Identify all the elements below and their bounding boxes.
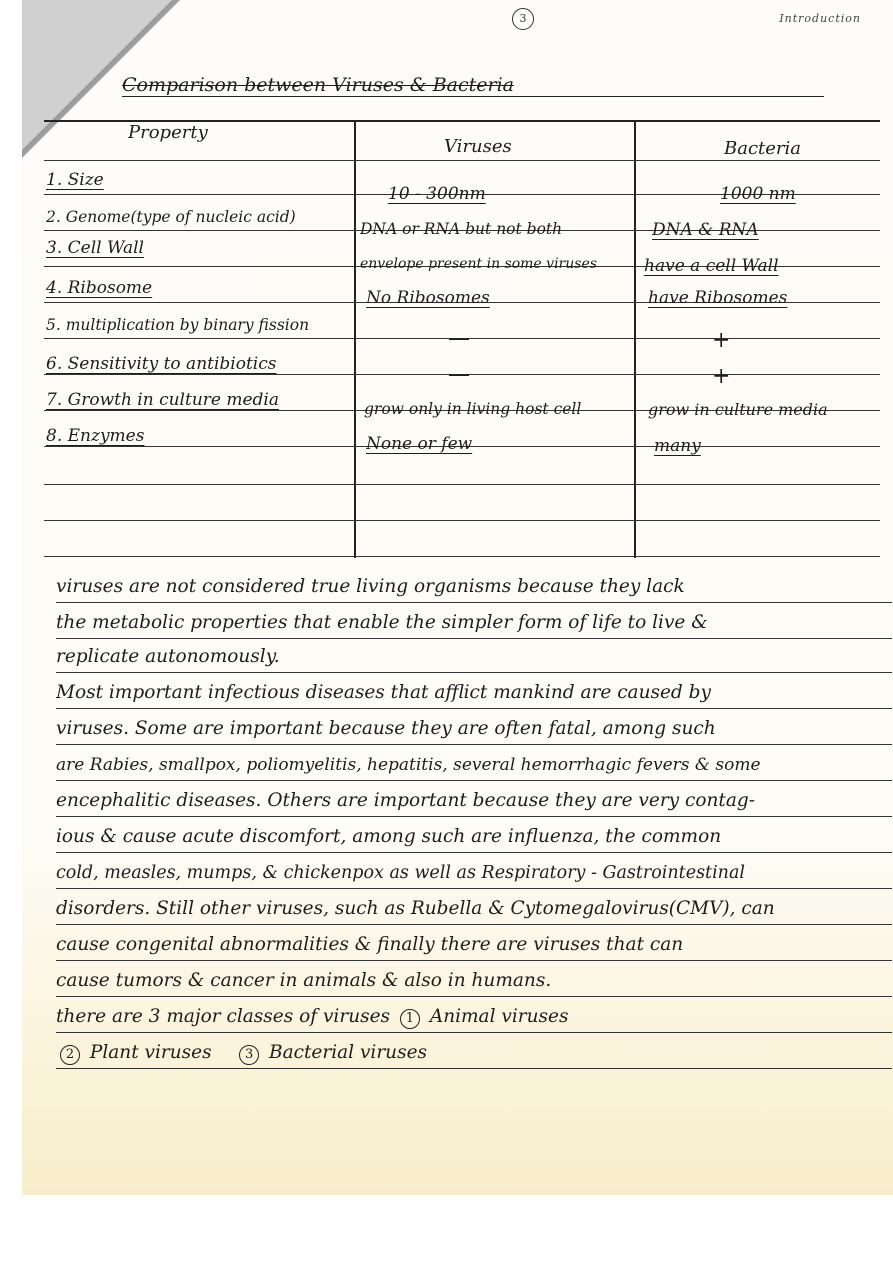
cell-bacteria: + [712,364,731,389]
cell-property: 1. Size [46,170,104,190]
class-name: Plant viruses [89,1042,212,1063]
row-line [44,484,880,485]
comparison-table [44,120,880,558]
column-divider [634,122,636,558]
number-2-circle: 2 [60,1045,80,1065]
page-number: 3 [512,8,534,30]
class-name: Animal viruses [429,1006,569,1027]
body-line: ious & cause acute discomfort, among such are influenza, the common [56,825,892,853]
cell-viruses: DNA or RNA but not both [360,220,563,238]
body-line: disorders. Still other viruses, such as Rubella & Cytomegalovirus(CMV), can [56,897,892,925]
cell-viruses: None or few [366,434,473,454]
body-line: the metabolic properties that enable the simpler form of life to live & [56,611,892,639]
body-line: cold, measles, mumps, & chickenpox as well as Respiratory - Gastrointestinal [56,861,892,889]
cell-viruses: envelope present in some viruses [360,256,597,272]
body-line: encephalitic diseases. Others are important because they are very contag- [56,789,892,817]
row-line [44,160,880,161]
cell-viruses: 10 - 300nm [388,184,486,204]
column-divider [354,122,356,558]
class-name: Bacterial viruses [269,1042,428,1063]
body-line: viruses are not considered true living organisms because they lack [56,575,892,603]
cell-bacteria: many [654,436,701,456]
classes-intro: there are 3 major classes of viruses [56,1006,391,1027]
cell-bacteria: + [712,328,731,353]
body-line: Most important infectious diseases that afflict mankind are caused by [56,681,892,709]
cell-property: 3. Cell Wall [46,238,144,258]
cell-property: 4. Ribosome [46,278,153,298]
virus-classes-line [56,1041,892,1069]
body-line: cause congenital abnormalities & finally there are viruses that can [56,933,892,961]
header-bacteria: Bacteria [724,138,802,159]
row-line [44,520,880,521]
cell-bacteria: grow in culture media [648,400,828,419]
cell-viruses: — [448,362,470,387]
body-line: replicate autonomously. [56,645,892,673]
virus-classes-line [56,1005,892,1033]
header-viruses: Viruses [444,136,512,157]
cell-bacteria: have a cell Wall [644,256,779,276]
cell-property: 8. Enzymes [46,426,145,446]
cell-viruses: No Ribosomes [366,288,490,308]
notebook-page [22,0,893,1195]
cell-viruses: grow only in living host cell [364,400,582,418]
number-1-circle: 1 [400,1009,420,1029]
cell-bacteria: DNA & RNA [652,220,759,240]
cell-bacteria: 1000 nm [720,184,796,204]
corner-note: Introduction [779,12,861,25]
body-line: viruses. Some are important because they are often fatal, among such [56,717,892,745]
body-line: are Rabies, smallpox, poliomyelitis, hepatitis, several hemorrhagic fevers & some [56,753,892,781]
row-line [44,556,880,557]
page-title: Comparison between Viruses & Bacteria [122,74,824,97]
cell-property: 7. Growth in culture media [46,390,280,410]
cell-property: 5. multiplication by binary fission [46,316,310,334]
cell-property: 2. Genome(type of nucleic acid) [46,208,296,226]
body-line: cause tumors & cancer in animals & also in humans. [56,969,892,997]
header-property: Property [128,122,208,143]
cell-property: 6. Sensitivity to antibiotics [46,354,277,374]
cell-bacteria: have Ribosomes [648,288,788,308]
cell-viruses: — [448,326,470,351]
number-3-circle: 3 [239,1045,259,1065]
